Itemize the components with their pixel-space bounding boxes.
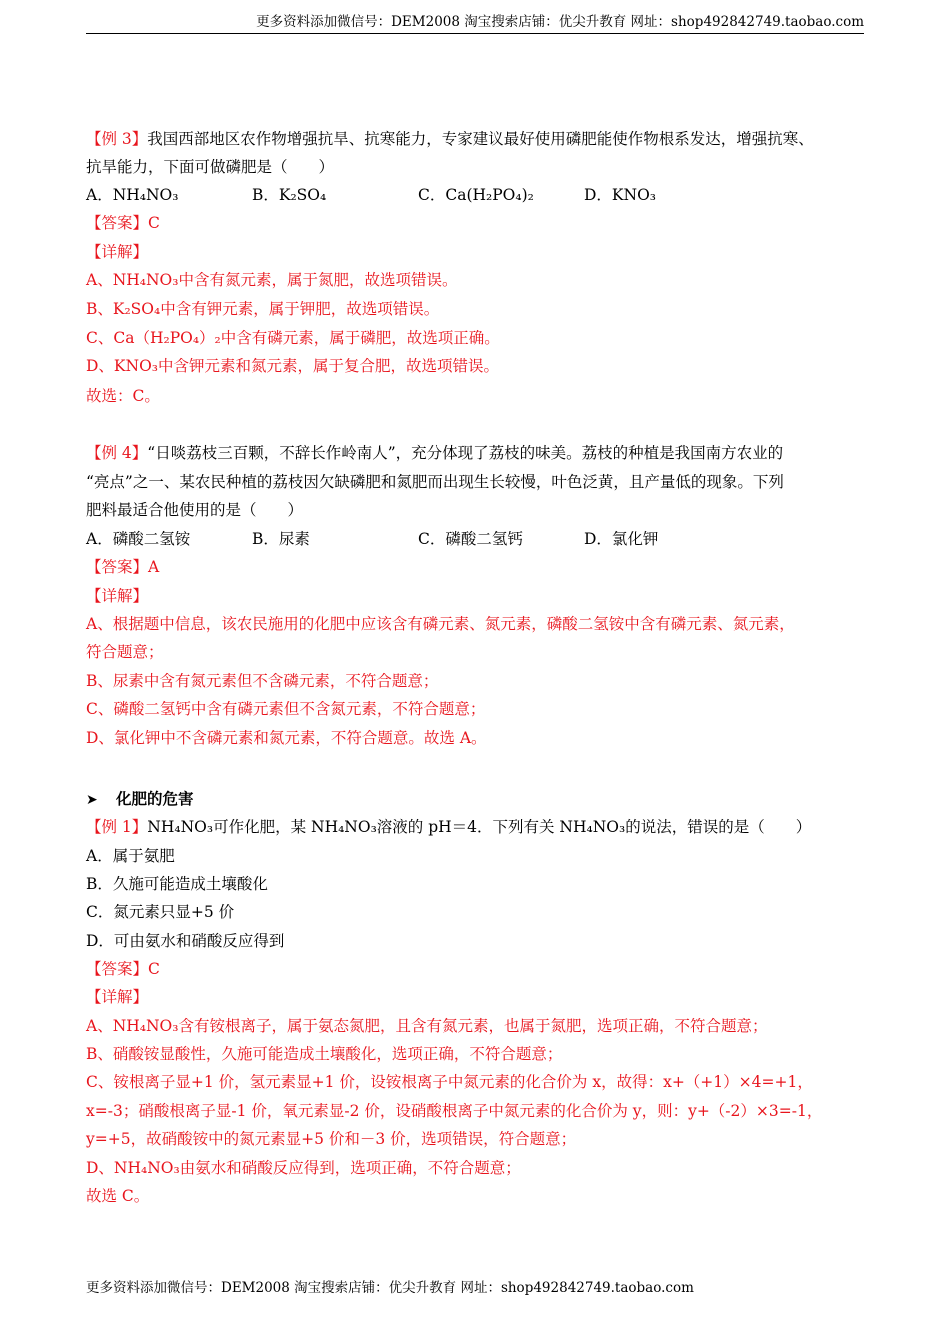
ex1-conclusion: 故选 C。 xyxy=(86,1187,150,1205)
ex1-stem-line xyxy=(86,816,811,838)
ex3-option-a: A．NH₄NO₃ xyxy=(86,186,179,204)
header-rule xyxy=(86,33,864,34)
ex1-option-a: A．属于氨肥 xyxy=(86,847,175,865)
ex3-detail-d: D、KNO₃中含钾元素和氮元素，属于复合肥，故选项错误。 xyxy=(86,357,499,375)
ex3-detail-b: B、K₂SO₄中含有钾元素，属于钾肥，故选项错误。 xyxy=(86,300,440,318)
ex4-stem3: 肥料最适合他使用的是（ ） xyxy=(86,501,304,519)
ex4-detail-b: B、尿素中含有氮元素但不含磷元素，不符合题意； xyxy=(86,672,439,690)
ex4-detail-label: 【详解】 xyxy=(86,587,149,605)
ex4-detail-c: C、磷酸二氢钙中含有磷元素但不含氮元素，不符合题意； xyxy=(86,700,486,718)
ex4-tag: 【例 4】 xyxy=(86,444,148,462)
ex3-detail-c: C、Ca（H₂PO₄）₂中含有磷元素，属于磷肥，故选项正确。 xyxy=(86,329,500,347)
ex1-stem: NH₄NO₃可作化肥，某 NH₄NO₃溶液的 pH＝4．下列有关 NH₄NO₃的说法，错误的是（ ） xyxy=(147,818,812,836)
ex4-option-c: C．磷酸二氢钙 xyxy=(418,530,523,548)
ex1-detail-c-cont2: y=+5，故硝酸铵中的氮元素显+5 价和－3 价，选项错误，符合题意； xyxy=(86,1130,577,1148)
ex4-option-a: A．磷酸二氢铵 xyxy=(86,530,191,548)
ex1-option-b: B．久施可能造成土壤酸化 xyxy=(86,875,268,893)
ex1-detail-c-cont1: x=-3；硝酸根离子显-1 价，氧元素显-2 价，设硝酸根离子中氮元素的化合价为 y，则：y+（-2）×3=-1， xyxy=(86,1102,823,1120)
ex4-detail-a-cont: 符合题意； xyxy=(86,643,164,661)
ex4-stem1: “日啖荔枝三百颗，不辞长作岭南人”，充分体现了荔枝的味美。荔枝的种植是我国南方农业的 xyxy=(147,444,784,462)
ex1-option-c: C．氮元素只显+5 价 xyxy=(86,903,235,921)
ex3-option-c: C．Ca(H₂PO₄)₂ xyxy=(418,186,534,204)
ex4-detail-d: D、氯化钾中不含磷元素和氮元素，不符合题意。故选 A。 xyxy=(86,729,487,747)
ex4-detail-a: A、根据题中信息，该农民施用的化肥中应该含有磷元素、氮元素，磷酸二氢铵中含有磷元素、氮元素， xyxy=(86,615,795,633)
ex4-option-d: D．氯化钾 xyxy=(584,530,659,548)
ex1-tag: 【例 1】 xyxy=(86,818,148,836)
ex1-detail-label: 【详解】 xyxy=(86,988,149,1006)
ex3-answer: 【答案】C xyxy=(86,214,160,232)
arrow-bullet-icon: ➤ xyxy=(86,792,98,808)
section-heading xyxy=(86,788,194,811)
ex3-detail-a: A、NH₄NO₃中含有氮元素，属于氮肥，故选项错误。 xyxy=(86,271,458,289)
ex1-answer: 【答案】C xyxy=(86,960,160,978)
ex1-option-d: D．可由氨水和硝酸反应得到 xyxy=(86,932,285,950)
ex1-detail-d: D、NH₄NO₃由氨水和硝酸反应得到，选项正确，不符合题意； xyxy=(86,1159,521,1177)
section-title: 化肥的危害 xyxy=(116,790,194,808)
ex3-stem2: 抗旱能力，下面可做磷肥是（ ） xyxy=(86,158,335,176)
ex1-detail-b: B、硝酸铵显酸性，久施可能造成土壤酸化，选项正确，不符合题意； xyxy=(86,1045,563,1063)
ex1-detail-c: C、铵根离子显+1 价，氢元素显+1 价，设铵根离子中氮元素的化合价为 x，故得：x+（+1）×4=+1， xyxy=(86,1073,813,1091)
ex3-option-d: D．KNO₃ xyxy=(584,186,656,204)
ex1-detail-a: A、NH₄NO₃含有铵根离子，属于氨态氮肥，且含有氮元素，也属于氮肥，选项正确，不符合题意； xyxy=(86,1017,768,1035)
ex3-conclusion: 故选：C。 xyxy=(86,387,160,405)
ex3-detail-label: 【详解】 xyxy=(86,243,149,261)
ex4-answer: 【答案】A xyxy=(86,558,160,576)
page-header: 更多资料添加微信号：DEM2008 淘宝搜索店铺：优尖升教育 网址：shop492842749.taobao.com xyxy=(256,14,864,30)
page-footer: 更多资料添加微信号：DEM2008 淘宝搜索店铺：优尖升教育 网址：shop492842749.taobao.com xyxy=(86,1280,694,1296)
ex3-stem1: 我国西部地区农作物增强抗旱、抗寒能力，专家建议最好使用磷肥能使作物根系发达，增强抗寒、 xyxy=(147,130,814,148)
ex3-stem-line1 xyxy=(86,128,814,150)
ex4-stem2: “亮点”之一、某农民种植的荔枝因欠缺磷肥和氮肥而出现生长较慢，叶色泛黄，且产量低的现象。下列 xyxy=(86,473,784,491)
ex3-tag: 【例 3】 xyxy=(86,130,148,148)
ex4-stem-line1 xyxy=(86,442,783,464)
ex4-option-b: B．尿素 xyxy=(252,530,310,548)
ex3-option-b: B．K₂SO₄ xyxy=(252,186,327,204)
